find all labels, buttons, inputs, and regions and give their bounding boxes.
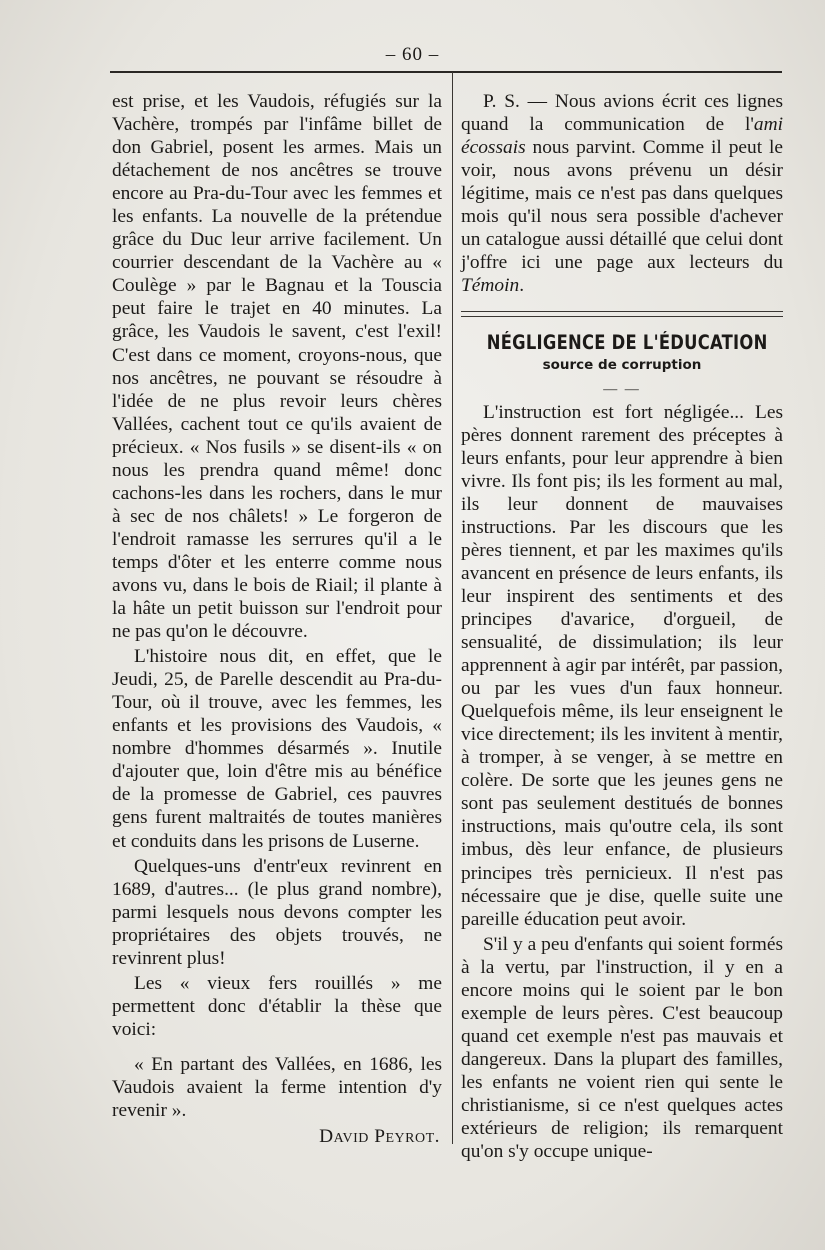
thesis-quote: « En partant des Vallées, en 1686, les Vaudois avaient la ferme intention d'y revenir ». (112, 1053, 442, 1122)
right-paragraph-1: L'instruction est fort négligée... Les pères donnent rarement des préceptes à leurs enfants, pour leur apprendre à bien vivre. Ils font pis; ils les forment au mal, ils leur donnent de mauvaises instructions. Par les discours que les pères tiennent, et par les maximes qu'ils avancent en présence de leurs enfants, ils leur inspirent des sentiments et des principes d'avarice, d'orgueil, de sensualité, de dissimulation; ils leur apprennent à agir par intérêt, par passion, ou par les vues d'un faux honneur. Quelquefois même, ils leur enseignent le vice directement; ils les invitent à mentir, à tromper, à se venger, à se mettre en colère. De sorte que les jeunes gens ne sont pas seulement destitués de bonnes instructions, mais qu'outre cela, ils sont imbus, dès leur enfance, de plusieurs principes très pernicieux. Il n'est pas nécessaire que je dise, quelle suite une pareille éducation peut avoir. (461, 401, 783, 930)
right-column (461, 90, 783, 1163)
title-dash: — — (603, 381, 641, 397)
left-paragraph-1: est prise, et les Vaudois, réfugiés sur la Vachère, trompés par l'infâme billet de don Gabriel, posent les armes. Mais un détachement de nos ancêtres se trouve encore au Pra-du-Tour avec les femmes et les enfants. La nouvelle de la prétendue grâce du Duc leur arrive facilement. Un courrier descendant de la Vachère au « Coulège » par le Bagnau et la Touscia peut faire le trajet en 40 minutes. La grâce, les Vaudois le savent, c'est l'exil! C'est dans ce moment, croyons-nous, que nos ancêtres, ne pouvant se résoudre à l'idée de ne plus revoir leurs chères Vallées, cachent tout ce qu'ils avaient de précieux. « Nos fusils » se disent-ils « on nous les prendra quand même! donc cachons-les dans les rochers, dans le mur à sec de nos châlets! » Le forgeron de l'endroit ramasse les serrures qu'il a le temps d'ôter et les enterre comme nous avons vu, dans le bois de Riail; il plante à la hâte un petit buisson sur l'endroit pour ne pas qu'on le découvre. (112, 91, 442, 643)
right-paragraph-2: S'il y a peu d'enfants qui soient formés à la vertu, par l'instruction, il y en a encore moins qui le soient par le bon exemple de leurs pères. C'est beaucoup quand cet exemple n'est pas mauvais et dangereux. Dans la plupart des familles, les enfants ne voient rien qui sente le christianisme, si ce n'est quelques actes extérieurs de religion; ils remarquent qu'on s'y occupe unique- (461, 933, 783, 1163)
left-paragraph-3: Quelques-uns d'entr'eux revinrent en 1689, d'autres... (le plus grand nombre), parmi lesquels nous devons compter les propriétaires des objets trouvés, ne revinrent plus! (112, 855, 442, 969)
column-divider (452, 72, 453, 1144)
left-paragraph-2: L'histoire nous dit, en effet, que le Jeudi, 25, de Parelle descendit au Pra-du-Tour, où il trouve, avec les femmes, les enfants et les provisions des Vaudois, « nombre d'hommes désarmés ». Inutile d'ajouter que, loin d'être mis au bénéfice de la promesse de Gabriel, ces pauvres gens furent maltraités de toutes manières et conduits dans les prisons de Luserne. (112, 646, 442, 852)
left-column (112, 90, 442, 1148)
section-subtitle: source de corruption (542, 357, 702, 374)
page-number: – 60 – (385, 44, 440, 65)
section-title: NÉGLIGENCE DE L'ÉDUCATION (486, 331, 768, 355)
section-divider (461, 311, 783, 317)
postscript: P. S. — Nous avions écrit ces lignes quand la communication de l'ami écossais nous parvint. Comme il peut le voir, nous avons prévenu un désir légitime, mais ce n'est pas dans quelques mois qu'il nous sera possible d'achever un catalogue aussi détaillé que celui dont j'offre ici une page aux lecteurs du Témoin. (461, 91, 783, 297)
header-rule (110, 71, 782, 73)
left-paragraph-4: Les « vieux fers rouillés » me permettent donc d'établir la thèse que voici: (112, 972, 442, 1040)
author-signature: David Peyrot. (319, 1126, 440, 1148)
